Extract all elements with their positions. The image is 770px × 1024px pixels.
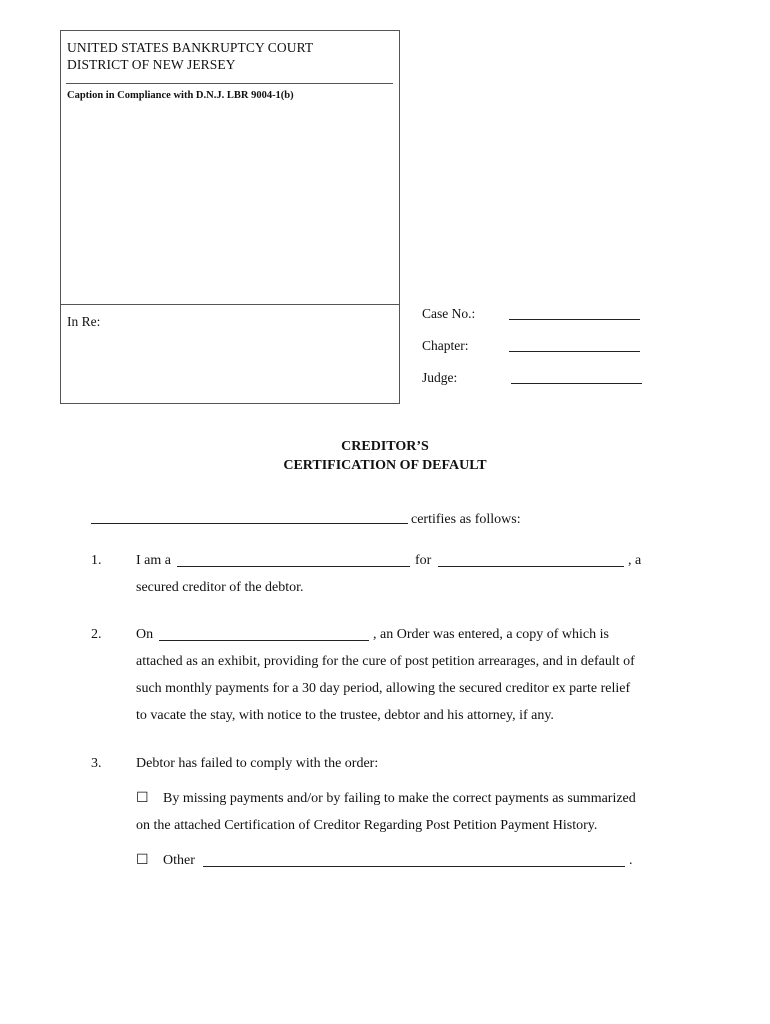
certifier-name-field[interactable]: [91, 523, 408, 524]
item-1-number: 1.: [91, 553, 102, 568]
judge-label: Judge:: [422, 370, 458, 385]
option-1-line-2: on the attached Certification of Creditor Regarding Post Petition Payment History.: [136, 818, 598, 833]
other-checkbox[interactable]: ☐: [136, 853, 149, 868]
order-date-field[interactable]: [159, 640, 369, 641]
item-1-text-part-1: I am a: [136, 553, 171, 568]
creditor-role-field[interactable]: [177, 566, 410, 567]
missing-payments-checkbox[interactable]: ☐: [136, 791, 149, 806]
item-3-number: 3.: [91, 756, 102, 771]
item-1-line-2: secured creditor of the debtor.: [136, 580, 304, 595]
chapter-field[interactable]: [509, 351, 640, 352]
judge-field[interactable]: [511, 383, 642, 384]
case-no-label: Case No.:: [422, 306, 476, 321]
item-2-line-3: such monthly payments for a 30 day period, allowing the secured creditor ex parte relief: [136, 681, 631, 696]
document-title-line-2: CERTIFICATION OF DEFAULT: [283, 458, 487, 473]
item-2-line-2: attached as an exhibit, providing for the cure of post petition arrearages, and in default of: [136, 654, 635, 669]
caption-compliance-note: Caption in Compliance with D.N.J. LBR 9004-1(b): [67, 90, 294, 101]
item-1-text-part-2: for: [415, 553, 432, 568]
creditor-name-field[interactable]: [438, 566, 624, 567]
item-2-text-part-1: On: [136, 627, 154, 642]
caption-rule: [66, 83, 393, 84]
caption-divider: [60, 304, 400, 305]
in-re-label: In Re:: [67, 314, 101, 329]
caption-box: [60, 30, 400, 404]
chapter-label: Chapter:: [422, 338, 469, 353]
item-3-text: Debtor has failed to comply with the order:: [136, 756, 379, 771]
document-title-line-1: CREDITOR’S: [341, 439, 429, 454]
item-2-text-part-2: , an Order was entered, a copy of which is: [373, 627, 609, 642]
other-reason-field[interactable]: [203, 866, 625, 867]
intro-text: certifies as follows:: [411, 512, 521, 527]
item-2-line-4: to vacate the stay, with notice to the trustee, debtor and his attorney, if any.: [136, 708, 554, 723]
option-2-end: .: [629, 853, 633, 868]
court-district: DISTRICT OF NEW JERSEY: [67, 57, 236, 72]
option-1-line-1: By missing payments and/or by failing to make the correct payments as summarized: [163, 791, 636, 806]
case-no-field[interactable]: [509, 319, 640, 320]
item-1-text-part-3: , a: [628, 553, 642, 568]
court-name: UNITED STATES BANKRUPTCY COURT: [67, 40, 314, 55]
item-2-number: 2.: [91, 627, 102, 642]
option-2-label: Other: [163, 853, 195, 868]
